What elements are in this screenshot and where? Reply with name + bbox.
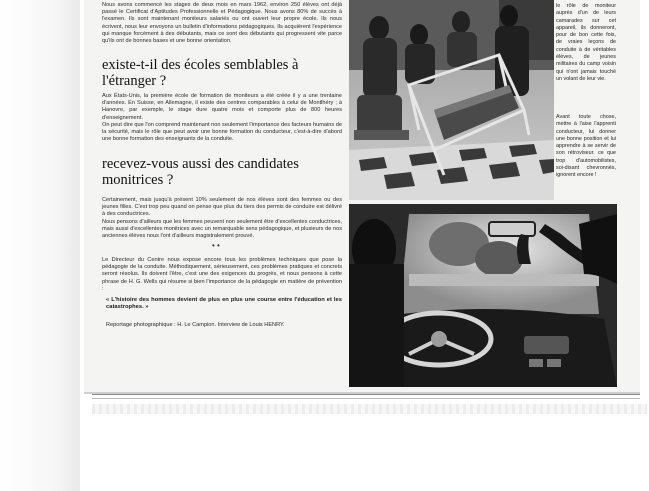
- caption-column: [556, 0, 616, 200]
- photo-car-interior-image: [349, 204, 617, 387]
- caption-simulator: le rôle de moniteur auprès d'un de leurs camarades sur cet appareil, ils donneront, pour de bon cette fois, de vraies leçons de conduite à de véritables élèves, de jeunes militaires du camp voisin qui n'ont jamais touché un volant de leur vie.: [556, 3, 616, 82]
- wells-quote: « L'histoire des hommes devient de plus en plus une course entre l'éducation et les catastrophes. »: [106, 297, 342, 311]
- caption-mirror: Avant toute chose, mettre à l'aise l'apprenti conducteur, lui donner une bonne position et lui apprendre à se servir de son rétroviseur. ce que trop d'automobilistes, soi-disant chevronnés, ignorent encore !: [556, 114, 616, 179]
- scan-margin: [0, 0, 80, 491]
- heading-women-candidates: recevez-vous aussi des candidates monitrices ?: [102, 156, 299, 188]
- page-rule-secondary: [92, 398, 640, 399]
- photo-simulator: [349, 0, 554, 200]
- paragraph-women-2: Nous pensons d'ailleurs que les femmes peuvent non seulement être d'excellentes conductrices, mais aussi d'excellentes monitrices avec un remarquable sens pédagogique, et plusieurs de nos anciennes élèves nous l'ont d'ailleurs magistralement prouvé.: [102, 218, 342, 240]
- photo-simulator-image: [349, 0, 554, 200]
- paragraph-director: Le Directeur du Centre nous expose encore tous les problèmes techniques que pose la pédagogie de la conduite. Méthodiquement, sérieusement, ces problèmes pratiques et concrets seront résolus. Ils doivent l'être, c'est une des exigences du progrès, et nous pensons à cette phrase de H. G. Wells qui résume si bien l'importance de la pédagogie en matière de prévention :: [102, 257, 342, 292]
- heading-foreign-schools: existe-t-il des écoles semblables à l'étranger ?: [102, 57, 299, 89]
- section-separator: • •: [212, 241, 220, 250]
- page-rule: [92, 394, 640, 395]
- photo-credit: Reportage photographique : H. Le Campion. Interview de Louis HENRY.: [106, 322, 285, 328]
- page-torn-edge: [92, 404, 647, 414]
- paragraph-factors: On peut dire que l'on comprend maintenant non seulement l'importance des facteurs humains de la sécurité, mais le rôle que peut avoir une bonne formation du conducteur, c'est-à-dire d'abord une bonne formation des enseignants de la conduite.: [102, 121, 342, 143]
- paragraph-women: Certainement, mais jusqu'à présent 10% seulement de nos élèves sont des femmes ou des jeunes filles. C'est trop peu quand on pense que plus du tiers des permis de conduire est délivré à des conductrices.: [102, 197, 342, 218]
- photo-car-interior: [349, 204, 617, 387]
- article-column: [102, 0, 342, 345]
- intro-paragraph: Nous avons commencé les stages de deux mois en mars 1962, environ 250 élèves ont déjà passé le Certificat d'Aptitudes Professionnelle et Pédagogique. Nous avons 80% de succès à l'examen. Ils sont maintenant moniteurs salariés ou ont ouvert leur propre école. Ils nous écrivent, nous leur envoyons un bulletin d'informations pédagogiques. Ils acquièrent l'expérience qui manque forcément à des débutants, mais ce sont des débutants qui progressent vite parce qu'ils ont de bonnes bases et une bonne orientation.: [102, 2, 342, 45]
- foreign-schools-section: [102, 93, 342, 143]
- paragraph-usa: Aux États-Unis, la première école de formation de moniteurs a été créée il y a une trentaine d'années. En Suisse, en Allemagne, il existe des centres comparables à celui de Montlhéry ; à Hanovre, par exemple, le stage dure quatre mois et comporte plus de 800 heures d'enseignement.: [102, 93, 342, 121]
- women-section: [102, 197, 342, 240]
